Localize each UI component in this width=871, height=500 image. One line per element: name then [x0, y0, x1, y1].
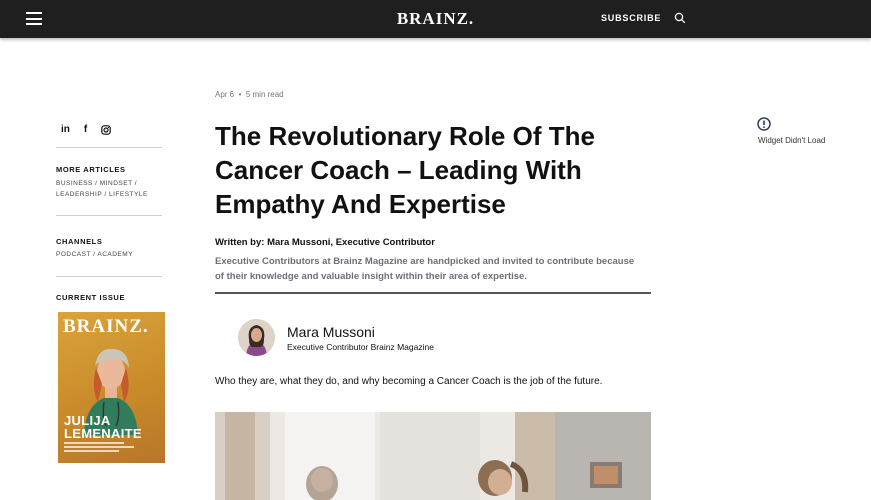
author-role: Executive Contributor Brainz Magazine [287, 342, 434, 352]
current-issue-heading: CURRENT ISSUE [56, 293, 126, 302]
facebook-icon[interactable]: f [83, 124, 88, 135]
author-name[interactable]: Mara Mussoni [287, 324, 375, 340]
subscribe-button[interactable]: SUBSCRIBE [601, 13, 662, 23]
more-articles-links [56, 178, 148, 200]
article-title: The Revolutionary Role Of The Cancer Coach – Leading With Empathy And Expertise [215, 121, 595, 219]
channels-heading: CHANNELS [56, 237, 103, 246]
more-articles-heading: MORE ARTICLES [56, 165, 126, 174]
alert-circle-icon [757, 117, 771, 131]
instagram-icon[interactable] [101, 125, 111, 135]
avatar[interactable] [238, 319, 275, 356]
search-icon[interactable] [674, 12, 686, 24]
cover-brand: BRAINZ. [63, 316, 149, 337]
article-meta [215, 90, 284, 99]
cover-name: JULIJA LEMENAITE [64, 413, 142, 441]
more-articles-line-2[interactable]: LEADERSHIP / LIFESTYLE [56, 191, 148, 198]
channels-links [56, 249, 133, 260]
hamburger-menu-icon[interactable] [26, 12, 42, 25]
linkedin-icon[interactable]: in [61, 124, 70, 135]
article-date: Apr 6 [215, 90, 235, 99]
sidebar-divider [56, 147, 162, 148]
top-navigation-bar [0, 0, 871, 38]
more-articles-line-1[interactable]: BUSINESS / MINDSET / [56, 180, 138, 187]
social-share-links [61, 124, 111, 135]
article-hero-image [215, 412, 651, 500]
article-lead: Who they are, what they do, and why becoming a Cancer Coach is the job of the future. [215, 376, 603, 387]
contributor-intro: Executive Contributors at Brainz Magazine are handpicked and invited to contribute because of their knowledge and valuable insight within their area of expertise. [215, 256, 635, 282]
cover-fine-print [64, 442, 159, 452]
article-divider [215, 292, 651, 294]
channels-line-1[interactable]: PODCAST / ACADEMY [56, 251, 134, 258]
sidebar-divider [56, 215, 162, 216]
site-logo[interactable]: BRAINZ. [396, 9, 475, 28]
meta-separator: • [236, 90, 246, 99]
magazine-cover[interactable] [58, 312, 165, 463]
article-read-time: 5 min read [245, 90, 284, 99]
widget-error-message: Widget Didn't Load [758, 136, 826, 145]
sidebar-divider [56, 276, 162, 277]
article-byline: Written by: Mara Mussoni, Executive Contributor [215, 237, 435, 248]
